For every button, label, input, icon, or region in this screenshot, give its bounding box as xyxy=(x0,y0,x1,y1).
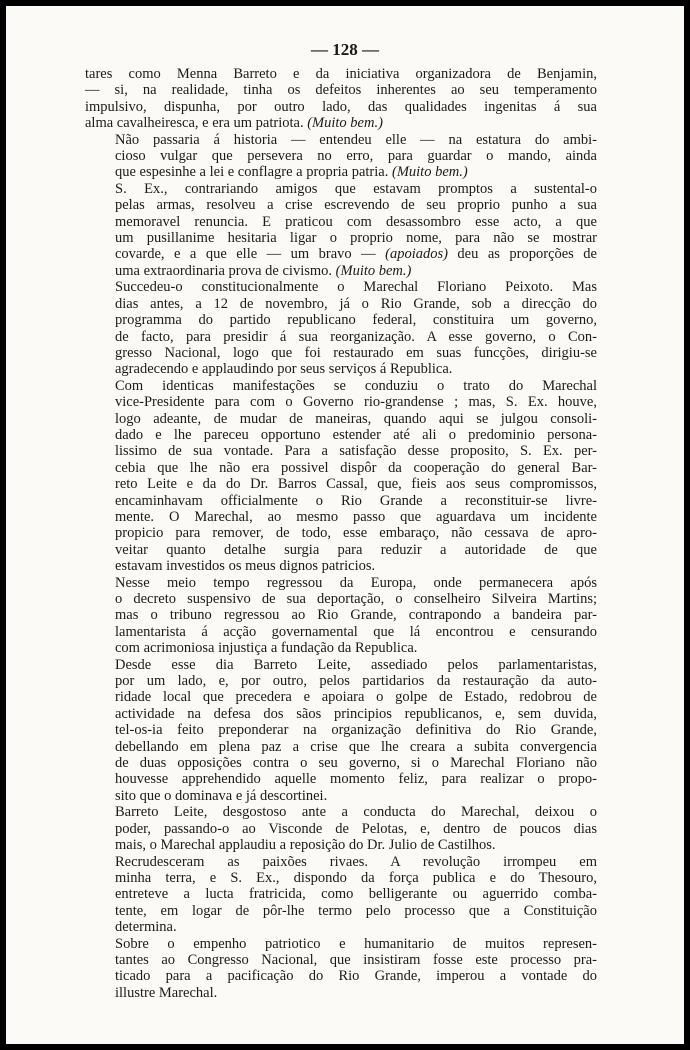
text-line: ridade local que precedera e apoiara o golpe de Estado, redobrou de xyxy=(115,689,597,706)
text-line: dias antes, a 12 de novembro, já o Rio Grande, sob a direcção do xyxy=(115,295,597,312)
text-line: agradecendo e applaudindo por seus serviços á Republica. xyxy=(115,361,453,378)
text-line: ticado para a pacificação do Rio Grande, imperou a vontade do xyxy=(115,968,597,985)
paragraph xyxy=(85,279,597,377)
text-line: Com identicas manifestações se conduziu o trato do Marechal xyxy=(115,377,597,394)
text-line: Recrudesceram as paixões rivaes. A revolução irrompeu em xyxy=(115,853,597,870)
text-line: tantes ao Congresso Nacional, que insistiram fosse este processo pra- xyxy=(115,951,597,968)
paragraph xyxy=(85,378,597,575)
text-line: dado e lhe pareceu opportuno estender até ali o predominio persona- xyxy=(115,426,597,443)
page-number: — 128 — xyxy=(311,40,379,59)
text-line: vice-Presidente para com o Governo rio-grandense ; mas, S. Ex. houve, xyxy=(115,394,597,411)
text-line: reto Leite e da do Dr. Barros Cassal, que, fieis aos seus compromissos, xyxy=(115,476,597,493)
text-line: logo adeante, de mudar de maneiras, quando aqui se julgou consoli- xyxy=(115,410,597,427)
text-line: mas o tribuno regressou ao Rio Grande, contrapondo a bandeira par- xyxy=(115,607,597,624)
text-line: alma cavalheiresca, e era um patriota. (Muito bem.) xyxy=(85,115,383,132)
text-line: gresso Nacional, logo que foi restaurado em suas funcções, dirigiu-se xyxy=(115,344,597,361)
paragraph xyxy=(85,854,597,936)
text-line: Sobre o empenho patriotico e humanitario de muitos represen- xyxy=(115,935,597,952)
text-line: pelas armas, resolveu a crise escrevendo de seu proprio punho a sua xyxy=(115,197,597,214)
paragraph xyxy=(85,132,597,181)
text-line: Não passaria á historia — entendeu elle — na estatura do ambi- xyxy=(115,131,597,148)
text-line: Barreto Leite, desgostoso ante a conducta do Marechal, deixou o xyxy=(115,804,597,821)
text-line: S. Ex., contrariando amigos que estavam promptos a sustental-o xyxy=(115,180,597,197)
paragraph xyxy=(85,66,597,132)
text-line: encaminhavam officialmente o Rio Grande a reconstituir-se livre- xyxy=(115,492,597,509)
text-line: lissimo de sua vontade. Para a satisfação desse proposito, S. Ex. per- xyxy=(115,443,597,460)
text-line: de facto, para presidir á sua reorganização. A esse governo, o Con- xyxy=(115,328,597,345)
paragraph xyxy=(85,575,597,657)
text-line: Nesse meio tempo regressou da Europa, onde permanecera após xyxy=(115,574,597,591)
text-line: houvesse apprehendido aquelle momento feliz, para realizar o propo- xyxy=(115,771,597,788)
body-text xyxy=(85,66,597,1001)
paragraph xyxy=(85,657,597,805)
text-line: estavam investidos os meus dignos patricios. xyxy=(115,558,376,575)
text-line: lamentarista á acção governamental que lá encontrou e censurando xyxy=(115,623,597,640)
text-line: Desde esse dia Barreto Leite, assediado pelos parlamentaristas, xyxy=(115,656,597,673)
text-line: mente. O Marechal, ao mesmo passo que aguardava um incidente xyxy=(115,508,597,525)
paragraph xyxy=(85,936,597,1002)
text-line: — si, na realidade, tinha os defeitos inherentes ao seu temperamento xyxy=(85,82,597,99)
text-line: o decreto suspensivo de sua deportação, o conselheiro Silveira Martins; xyxy=(115,591,597,607)
text-line: covarde, e a que elle — um bravo — (apoiados) deu as proporções de xyxy=(115,246,597,263)
text-line: mais, o Marechal applaudiu a reposição do Dr. Julio de Castilhos. xyxy=(115,837,496,854)
text-line: sito que o dominava e já descortinei. xyxy=(115,787,328,804)
text-line: que espesinhe a lei e conflagre a propria patria. (Muito bem.) xyxy=(115,164,468,181)
text-line: veitar quanto detalhe surgia para reduzir a autoridade de que xyxy=(115,541,597,558)
text-line: tel-os-ia feito preponderar na organização definitiva do Rio Grande, xyxy=(115,722,597,739)
text-line: um pusillanime hesitaria ligar o proprio nome, para não se mostrar xyxy=(115,230,597,247)
text-line: com acrimoniosa injustiça a fundação da Republica. xyxy=(115,640,418,657)
text-line: uma extraordinaria prova de civismo. (Muito bem.) xyxy=(115,262,412,279)
text-line: determina. xyxy=(115,919,177,936)
text-line: poder, passando-o ao Visconde de Pelotas, e, dentro de poucos dias xyxy=(115,820,597,837)
text-line: Succedeu-o constitucionalmente o Marechal Floriano Peixoto. Mas xyxy=(115,279,597,296)
book-page xyxy=(6,6,684,1044)
text-line: propicio para remover, de todo, esse embaraço, não cessava de apro- xyxy=(115,525,597,542)
text-line: debellando em plena paz a crise que lhe creara a subita convergencia xyxy=(115,738,597,755)
text-line: programma do partido republicano federal, constituira um governo, xyxy=(115,312,597,329)
text-line: por um lado, e, por outro, pelos partidarios da restauração da auto- xyxy=(115,673,597,690)
paragraph xyxy=(85,181,597,279)
text-line: de duas opposições contra o seu governo, si o Marechal Floriano não xyxy=(115,755,597,772)
text-line: cebia que lhe não era possivel dispôr da cooperação do general Bar- xyxy=(115,459,597,476)
text-line: memoravel renuncia. E praticou com desassombro esse acto, a que xyxy=(115,213,597,230)
text-line: actividade na defesa dos sãos principios republicanos, e, sem duvida, xyxy=(115,705,597,722)
text-line: illustre Marechal. xyxy=(115,984,218,1001)
text-line: minha terra, e S. Ex., dispondo da força publica e do Thesouro, xyxy=(115,869,597,886)
text-line: entreteve a lucta fratricida, como belligerante ou aguerrido comba- xyxy=(115,886,597,903)
paragraph xyxy=(85,804,597,853)
text-line: impulsivo, dispunha, por outro lado, das qualidades ingenitas á sua xyxy=(85,98,597,115)
text-line: tente, em logar de pôr-lhe termo pelo processo que a Constituição xyxy=(115,902,597,919)
text-line: cioso vulgar que persevera no erro, para guardar o mando, ainda xyxy=(115,148,597,165)
text-line: tares como Menna Barreto e da iniciativa organizadora de Benjamin, xyxy=(85,66,597,82)
